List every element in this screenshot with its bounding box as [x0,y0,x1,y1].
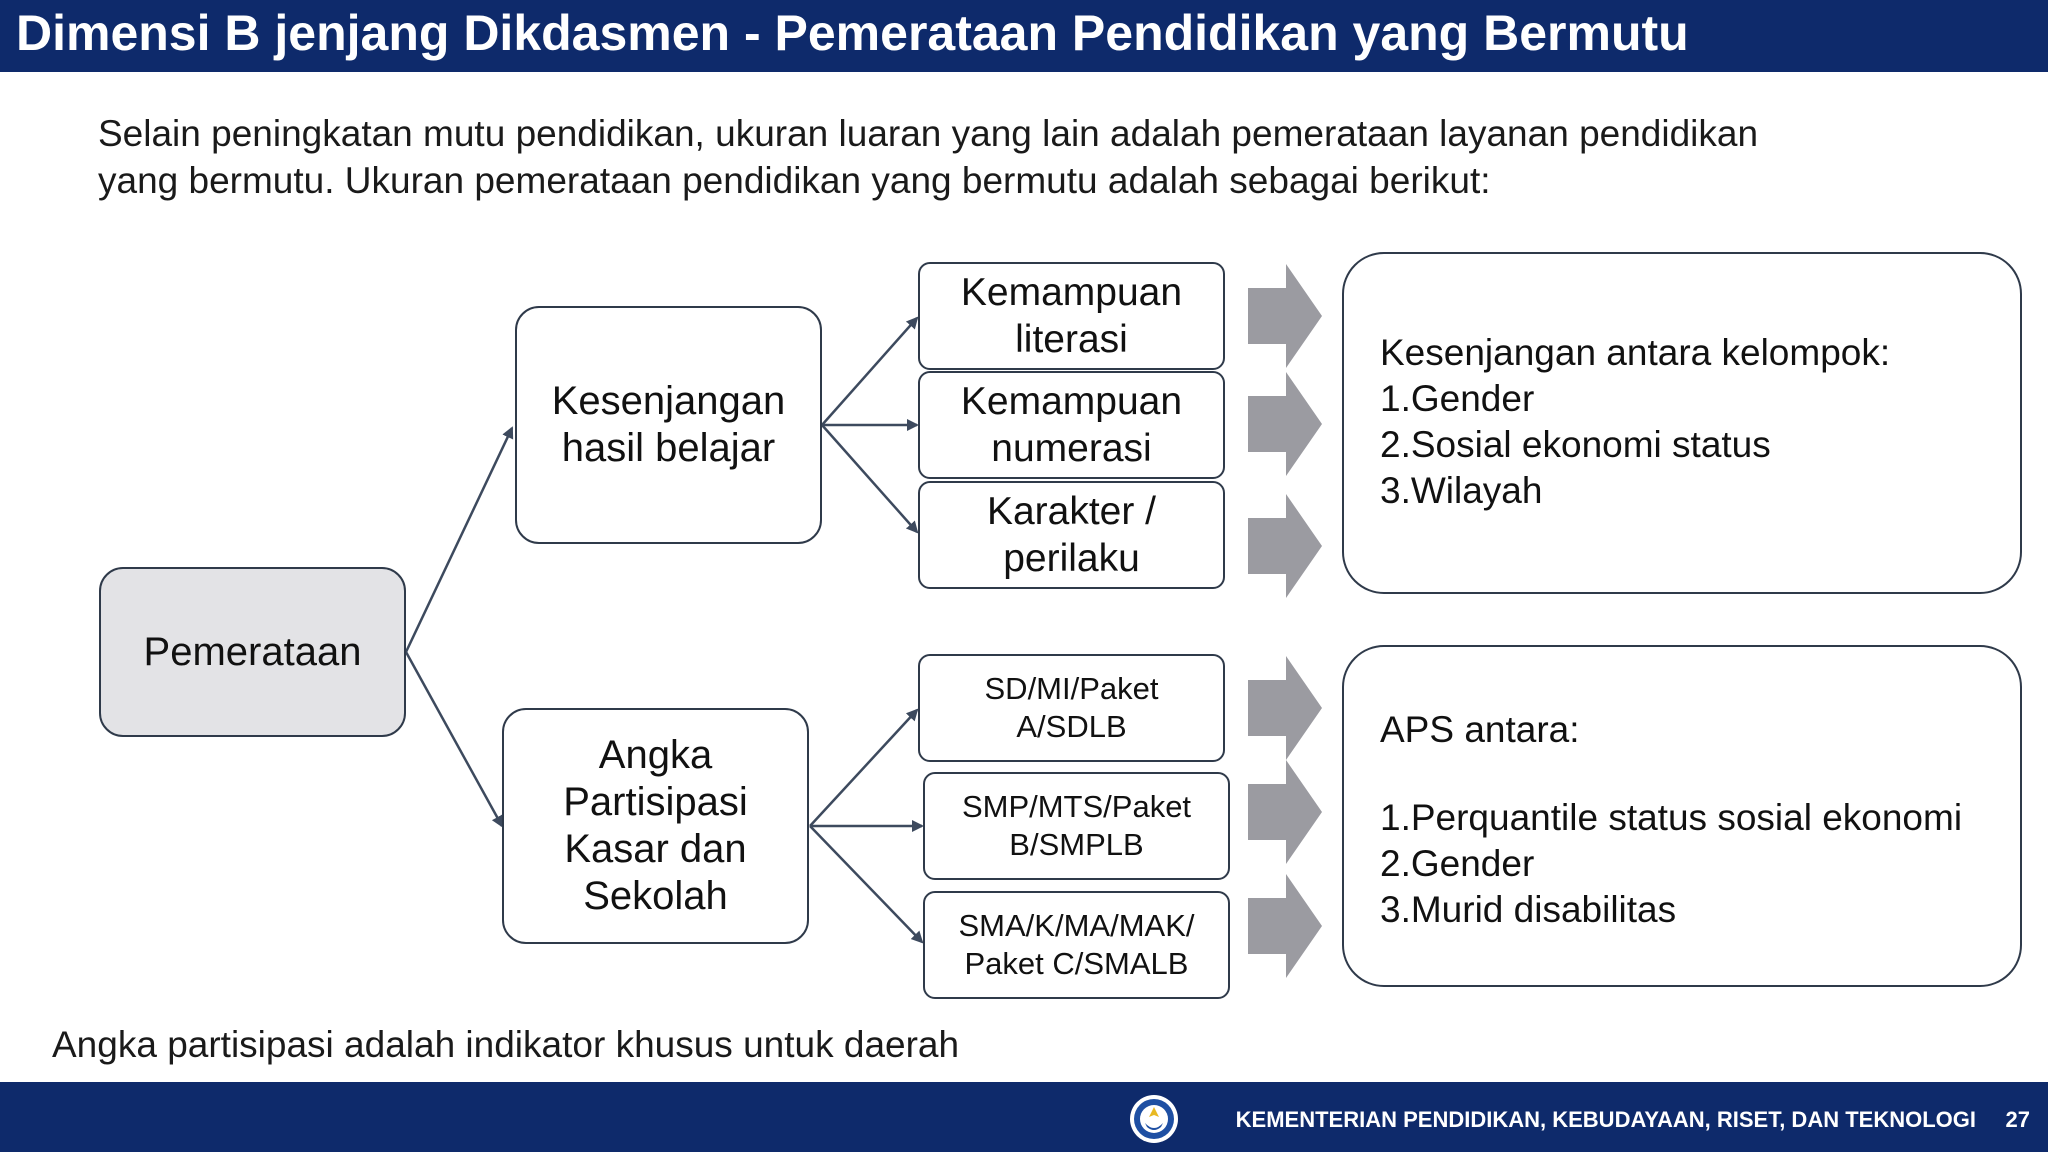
branch-node-angka-partisipasi [502,708,809,944]
connector-b1-leaf1 [822,318,917,425]
block-arrow-b2-1 [1248,656,1322,760]
block-arrow-b1-3 [1248,494,1322,598]
leaf-sma-line-1: SMA/K/MA/MAK/ [958,908,1195,943]
branch2-line-4: Sekolah [583,874,728,918]
branch-node-kesenjangan [515,306,822,544]
page-number: 27 [2005,1107,2030,1132]
connector-b2-leaf3 [810,826,922,942]
connector-root-to-branch2 [406,652,502,826]
result2-spacer [1380,753,1962,795]
branch2-line-1: Angka [598,733,713,777]
result2-item: 1.Perquantile status sosial ekonomi [1380,797,1963,838]
leaf-sd-line-2: A/SDLB [1016,709,1127,744]
leaf-sd-line-1: SD/MI/Paket [984,671,1159,706]
ministry-name: KEMENTERIAN PENDIDIKAN, KEBUDAYAAN, RISET, DAN TEKNOLOGI [1235,1107,1976,1132]
block-arrow-b2-2 [1248,760,1322,864]
result2-list [1380,795,1962,933]
result2-heading: APS antara: [1380,709,1580,750]
block-arrow-b1-1 [1248,264,1322,368]
block-arrow-b2-3 [1248,874,1322,978]
leaf-sma-smk [923,891,1230,999]
connector-b2-leaf1 [810,710,917,826]
result2-item: 2.Gender [1380,843,1535,884]
branch1-line-2: hasil belajar [561,426,776,470]
footer-note: Angka partisipasi adalah indikator khusus untuk daerah [52,1024,960,1065]
leaf-numerasi [918,371,1225,479]
leaf-karakter-line-2: perilaku [1003,537,1140,580]
result1-list [1380,376,1890,514]
branch2-line-3: Kasar dan [564,827,747,871]
connector-b1-leaf3 [822,425,917,532]
block-arrow-b1-2 [1248,372,1322,476]
ministry-logo-icon [1128,1093,1180,1145]
leaf-literasi-line-2: literasi [1015,318,1128,361]
intro-line-2: yang bermutu. Ukuran pemerataan pendidikan yang bermutu adalah sebagai berikut: [98,160,1491,201]
leaf-karakter [918,481,1225,589]
leaf-smp-mts [923,772,1230,880]
leaf-smp-line-2: B/SMPLB [1009,827,1144,862]
result1-item: 1.Gender [1380,378,1535,419]
branch1-line-1: Kesenjangan [551,379,786,423]
leaf-literasi [918,262,1225,370]
leaf-numerasi-line-1: Kemampuan [960,380,1183,423]
root-node-pemerataan [99,567,406,737]
connector-root-to-branch1 [406,428,512,652]
leaf-literasi-line-1: Kemampuan [960,271,1183,314]
intro-line-1: Selain peningkatan mutu pendidikan, ukuran luaran yang lain adalah pemerataan layanan pendidikan [98,113,1759,154]
leaf-sma-line-2: Paket C/SMALB [964,946,1189,981]
result2-item: 3.Murid disabilitas [1380,889,1677,930]
result-box-kesenjangan [1342,252,2022,594]
leaf-karakter-line-1: Karakter / [986,490,1157,533]
result-box-aps [1342,645,2022,987]
leaf-sd-mi [918,654,1225,762]
slide-title: Dimensi B jenjang Dikdasmen - Pemerataan Pendidikan yang Bermutu [16,5,1689,61]
result1-item: 2.Sosial ekonomi status [1380,424,1771,465]
result1-item: 3.Wilayah [1380,470,1543,511]
leaf-smp-line-1: SMP/MTS/Paket [961,789,1192,824]
result1-heading: Kesenjangan antara kelompok: [1380,332,1891,373]
branch2-line-2: Partisipasi [563,780,748,824]
leaf-numerasi-line-2: numerasi [991,427,1152,470]
root-node-label: Pemerataan [143,629,362,674]
